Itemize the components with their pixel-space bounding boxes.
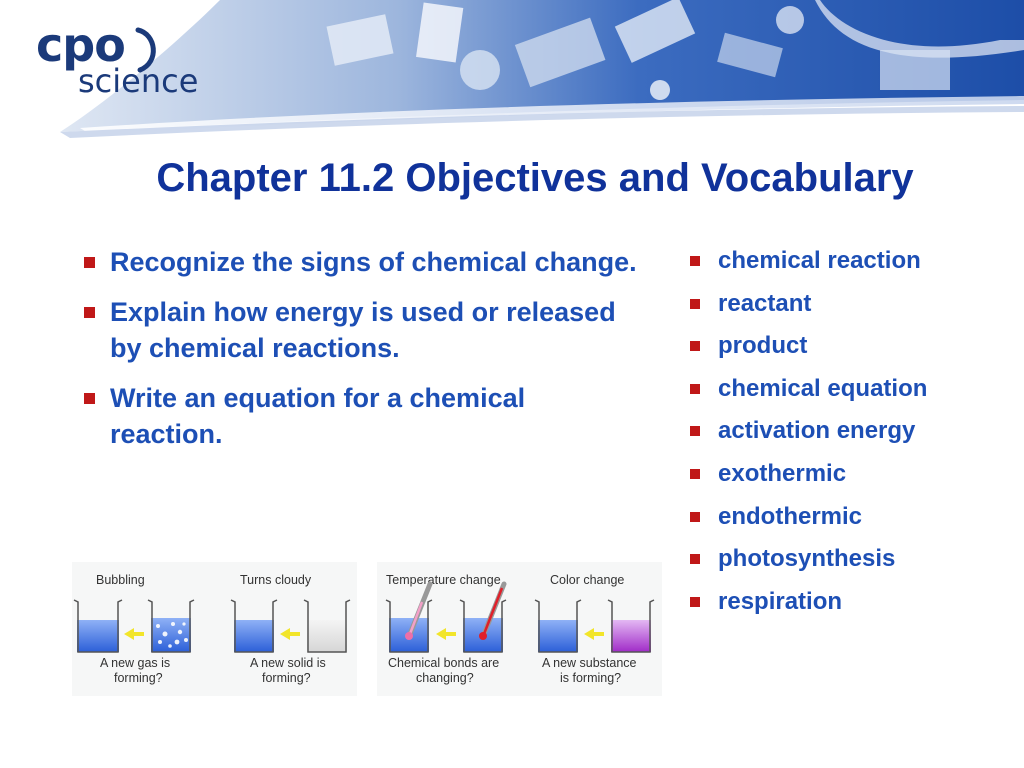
vocab-item: [690, 240, 1010, 283]
vocab-term: chemical equation: [718, 374, 928, 402]
objective-item: [84, 294, 644, 366]
vocab-term: chemical reaction: [718, 247, 921, 274]
objective-text: Recognize the signs of chemical change.: [110, 247, 637, 277]
logo-science-text: science: [78, 62, 199, 100]
diagram-caption: changing?: [416, 671, 474, 685]
diagram-caption: forming?: [114, 671, 163, 685]
diagram-caption: Chemical bonds are: [388, 656, 500, 670]
square-bullet-icon: [84, 257, 95, 268]
vocab-term: exothermic: [718, 459, 847, 487]
diagram-heading: Temperature change: [386, 573, 501, 587]
vocab-item: [690, 325, 1010, 368]
vocab-item: [690, 368, 1010, 411]
diagram-heading: Bubbling: [96, 573, 145, 587]
objective-text: Write an equation for a chemical reaction.: [110, 383, 526, 449]
vocab-term: reactant: [718, 289, 812, 317]
square-bullet-icon: [690, 299, 700, 309]
vocab-item: [690, 453, 1010, 496]
vocab-term: product: [718, 332, 808, 360]
square-bullet-icon: [84, 307, 95, 318]
square-bullet-icon: [690, 341, 700, 351]
vocab-term: respiration: [718, 587, 843, 615]
slide-title: Chapter 11.2 Objectives and Vocabulary: [156, 156, 914, 200]
diagram-heading: Turns cloudy: [240, 573, 312, 587]
square-bullet-icon: [690, 384, 700, 394]
vocab-item: [690, 538, 1010, 581]
square-bullet-icon: [690, 512, 700, 522]
vocab-item: [690, 410, 1010, 453]
vocab-item: [690, 581, 1010, 624]
square-bullet-icon: [690, 554, 700, 564]
objectives-list: [84, 244, 644, 466]
square-bullet-icon: [690, 597, 700, 607]
vocab-item: [690, 496, 1010, 539]
square-bullet-icon: [690, 469, 700, 479]
vocabulary-list: [690, 240, 1010, 623]
diagram-caption: A new substance: [542, 656, 637, 670]
objective-item: [84, 380, 644, 452]
objective-text: Explain how energy is used or released by chemical reactions.: [110, 297, 616, 363]
logo-cpo-text: cpo: [36, 18, 125, 72]
diagram-caption: A new solid is: [250, 656, 326, 670]
diagram-heading: Color change: [550, 573, 625, 587]
square-bullet-icon: [690, 256, 700, 266]
diagram-caption: forming?: [262, 671, 311, 685]
vocab-term: endothermic: [718, 502, 863, 530]
diagram-caption: is forming?: [560, 671, 622, 685]
vocab-term: photosynthesis: [718, 545, 896, 573]
diagram-caption: A new gas is: [100, 656, 171, 670]
vocab-term: activation energy: [718, 417, 916, 445]
chemical-change-diagrams: [72, 562, 662, 696]
objective-item: [84, 244, 644, 280]
cpo-science-logo: [36, 18, 226, 104]
square-bullet-icon: [84, 393, 95, 404]
vocab-item: [690, 283, 1010, 326]
square-bullet-icon: [690, 426, 700, 436]
